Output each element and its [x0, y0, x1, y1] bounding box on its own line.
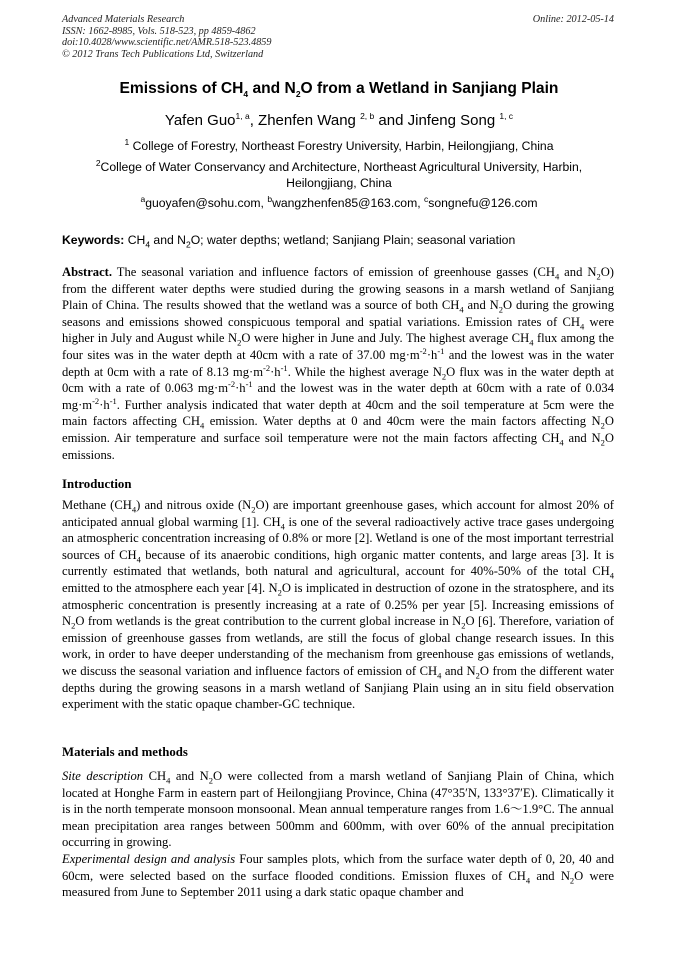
methods-text: Site description $CH_4$ and $N_2O$ were collected from a marsh wetland of Sanjiang Plain of China, which located at Honghe Farm in eastern part of Heilongjiang Province, China (47°35′N, 133°37′E). Climatically it is in the north temperate monsoon monsoonal. Mean annual temperature ranges from 1.6～1.9°C. The annual mean precipitation area ranges between 500mm and 600mm, with over 60% of the annual precipitation occurring in growing. Experimental design and analysis Four samples plots, which from the surface water depth of 0, 20, 40 and 60cm, were selected based on the surface flooded conditions. Emission fluxes of $CH_4$ and $N_2O$ were measured from June to September 2011 using a dark static opaque chamber and — [62, 769, 615, 900]
online-date: Online: 2012-05-14 — [532, 14, 614, 25]
keywords: Keywords: $CH_4$ and $N_2O$; water depths; wetland; Sanjiang Plain; seasonal variation — [62, 233, 516, 250]
methods-heading: Materials and methods — [62, 745, 188, 759]
affiliation-1: $^1$ College of Forestry, Northeast Forestry University, Harbin, Heilongjiang, China — [124, 136, 554, 153]
copyright-line: © 2012 Trans Tech Publications Ltd, Switzerland — [62, 48, 264, 60]
site-description-label: Site description — [62, 769, 144, 783]
journal-name: Advanced Materials Research — [62, 14, 185, 25]
introduction-text: Methane $(CH_4)$ and nitrous oxide $(N_2O)$ are important greenhouse gases, which account for almost 20% of anticipated annual global warming [1]. $CH_4$ is one of the several radioactively active trace gases undergoing an atmospheric concentration increasing of 0.8% or more [2]. Wetland is one of the most important terrestrial sources of $CH_4$ because of its anaerobic conditions, high organic matter contents, and large areas [3]. It is currently estimated that wetlands, both natural and agricultural, account for 40%-50% of the total $CH_4$ emitted to the atmosphere each year [4]. $N_2O$ is implicated in destruction of ozone in the stratosphere, and its atmospheric concentration is presently increasing at a rate of 0.25% per year [5]. Increasing emissions of $N_2O$ from wetlands is the great contribution to the current global increase in $N_2O$ [6]. Therefore, variation of emission of greenhouse gasses from wetlands, are still the focus of global change research issues. In this work, in order to have deeper understanding of the mechanism from greenhouse gas emissions of wetlands, we discuss the seasonal variation and influence factors of emission of $CH_4$ and $N_2O$ from the different water depths during the growing seasons in a marsh wetland of Sanjiang Plain using an in situ field observation experiment with the static opaque chamber-GC technique. — [62, 498, 615, 712]
author-emails: $^a$guoyafen@sohu.com, $^b$wangzhenfen85@163.com, $^c$songnefu@126.com — [140, 193, 538, 210]
doi-line: doi:10.4028/www.scientific.net/AMR.518-523.4859 — [62, 37, 272, 48]
experimental-design-label: Experimental design and analysis — [62, 851, 236, 866]
affiliation-2: $^2$College of Water Conservancy and Architecture, Northeast Agricultural University, Harbin, Heilongjiang, China — [95, 157, 583, 190]
journal-header — [62, 14, 271, 60]
introduction-heading: Introduction — [62, 477, 132, 491]
abstract: Abstract. The seasonal variation and influence factors of emission of greenhouse gasses ($CH_4$ and $N_2O$) from the different water depths were studied during the growing seasons in a marsh wetland of Sanjiang Plain of China. The results showed that the wetland was a source of both $CH_4$ and $N_2O$ during the growing seasons and emissions showed conspicuous temporal and spatial variations. Emission rates of $CH_4$ were higher in July and August while $N_2O$ were higher in June and July. The highest average $CH_4$ flux among the four sites was in the water depth at 40cm with a rate of 37.00 $mg\cdot m^{-2}\cdot h^{-1}$ and the lowest was in the water depth at 0cm with a rate of 8.13 $mg\cdot m^{-2}\cdot h^{-1}$. While the highest average $N_2O$ flux was in the water depth at 0cm with a rate of 0.063 $mg\cdot m^{-2}\cdot h^{-1}$ and the lowest was in the water depth at 60cm with a rate of 0.034 $mg\cdot m^{-2}\cdot h^{-1}$. Further analysis indicated that water depth at 40cm and the soil temperature at 5cm were the main factors affecting $CH_4$ emission. Water depths at 0 and 40cm were the main factors affecting $N_2O$ emission. Air temperature and surface soil temperature were not the main factors affecting $CH_4$ and $N_2O$ emissions. — [62, 265, 615, 462]
abstract-label: Abstract. — [62, 265, 113, 279]
paper-title: Emissions of $CH_4$ and $N_2O$ from a Wetland in Sanjiang Plain — [119, 80, 559, 100]
issn-line: ISSN: 1662-8985, Vols. 518-523, pp 4859-4862 — [62, 25, 256, 37]
author-list: Yafen Guo$^{1, a}$, Zhenfen Wang $^{2, b}$ and Jinfeng Song $^{1, c}$ — [164, 111, 514, 129]
keywords-label: Keywords: — [62, 233, 125, 247]
